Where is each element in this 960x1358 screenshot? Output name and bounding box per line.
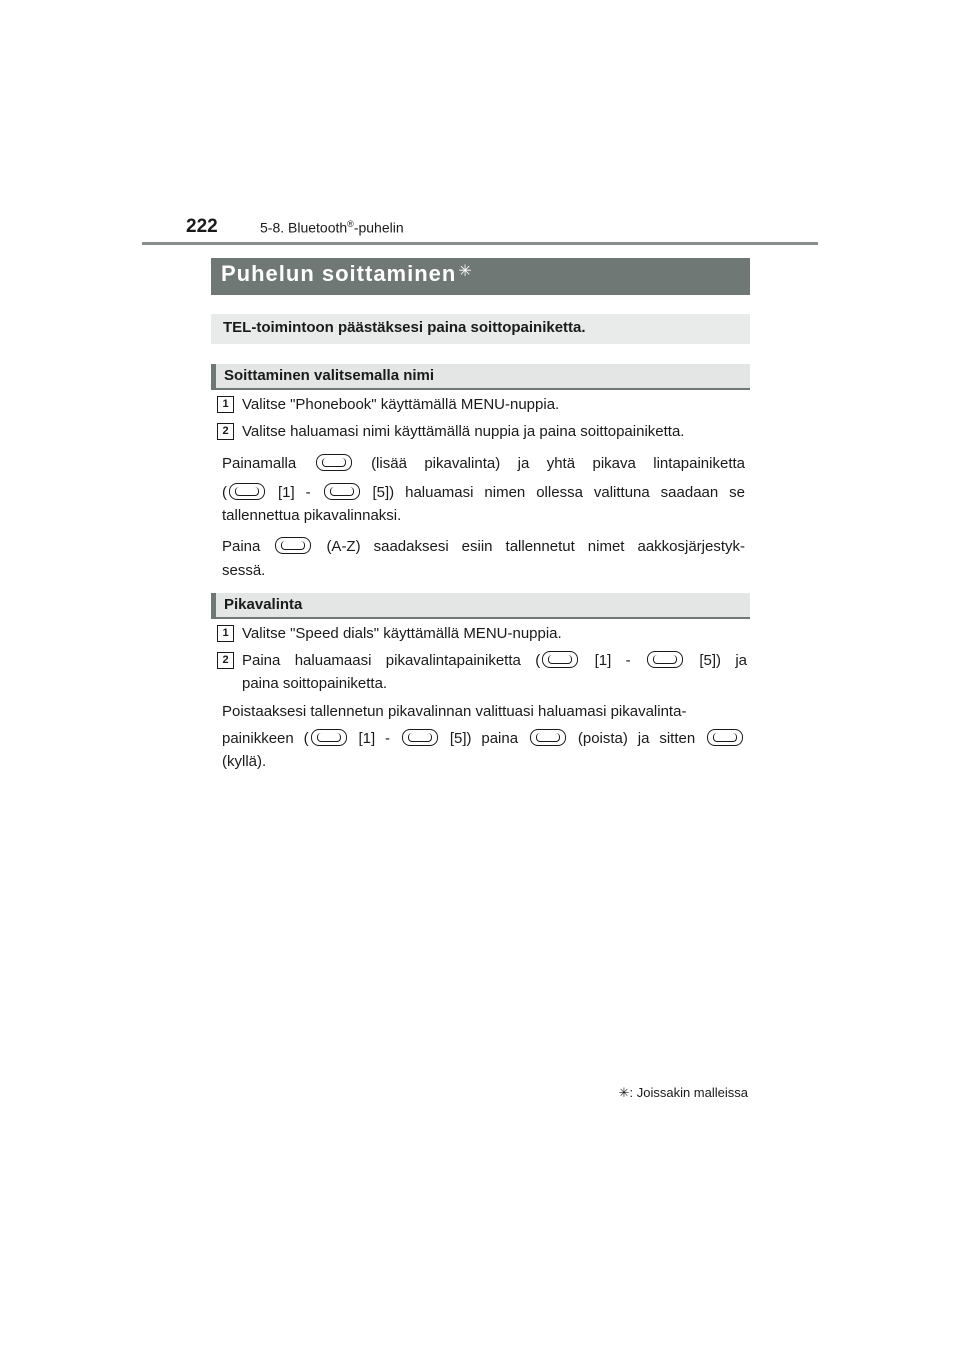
header-rule [142,242,818,245]
key-button-icon [275,537,311,554]
key-button-icon [530,729,566,746]
paragraph-line: (kyllä). [222,753,267,770]
step-number: 1 [217,396,234,413]
step-text: paina soittopainiketta. [242,675,388,692]
step-text: Paina haluamaasi pikavalintapainiketta ( [1] - [5]) ja [242,652,748,669]
key-button-icon [647,651,683,668]
intro-text: TEL-toimintoon päästäksesi paina soittopainiketta. [223,319,586,336]
paragraph-line: Poistaaksesi tallennetun pikavalinnan valittuasi haluamasi pikavalinta- [222,703,687,720]
paragraph-line: tallennettua pikavalinnaksi. [222,507,402,524]
key-button-icon [324,483,360,500]
paragraph-line: ( [1] - [5]) haluamasi nimen ollessa valittuna saadaan se [222,484,746,501]
paragraph-line: painikkeen ( [1] - [5]) paina (poista) ja sitten [222,724,745,753]
step-text: Valitse "Speed dials" käyttämällä MENU-nuppia. [242,625,562,642]
paragraph-line: Paina (A-Z) saadaksesi esiin tallennetut nimet aakkosjärjestyk- [222,538,746,555]
asterisk-icon: ✳ [458,263,473,280]
key-button-icon [316,454,352,471]
page-title-bar [211,258,750,295]
step-number: 2 [217,423,234,440]
step-number: 1 [217,625,234,642]
key-button-icon [707,729,743,746]
step-text: Valitse "Phonebook" käyttämällä MENU-nuppia. [242,396,560,413]
page-number: 222 [186,216,218,237]
page-title: Puhelun soittaminen ✳ [221,261,473,286]
footnote: ✳: Joissakin malleissa [618,1085,748,1100]
intro-box [211,314,750,344]
step-number: 2 [217,652,234,669]
asterisk-icon: ✳ [618,1085,630,1100]
key-button-icon [229,483,265,500]
key-button-icon [402,729,438,746]
key-button-icon [311,729,347,746]
key-button-icon [542,651,578,668]
paragraph-line: Painamalla (lisää pikavalinta) ja yhtä pikava lintapainiketta [222,455,745,472]
subheading-call-by-name: Soittaminen valitsemalla nimi [211,364,750,390]
subheading-speed-dial: Pikavalinta [211,593,750,619]
step-text: Valitse haluamasi nimi käyttämällä nuppia ja paina soittopainiketta. [242,423,685,440]
section-breadcrumb: 5-8. Bluetooth®-puhelin [260,219,404,236]
paragraph-line: sessä. [222,562,266,579]
